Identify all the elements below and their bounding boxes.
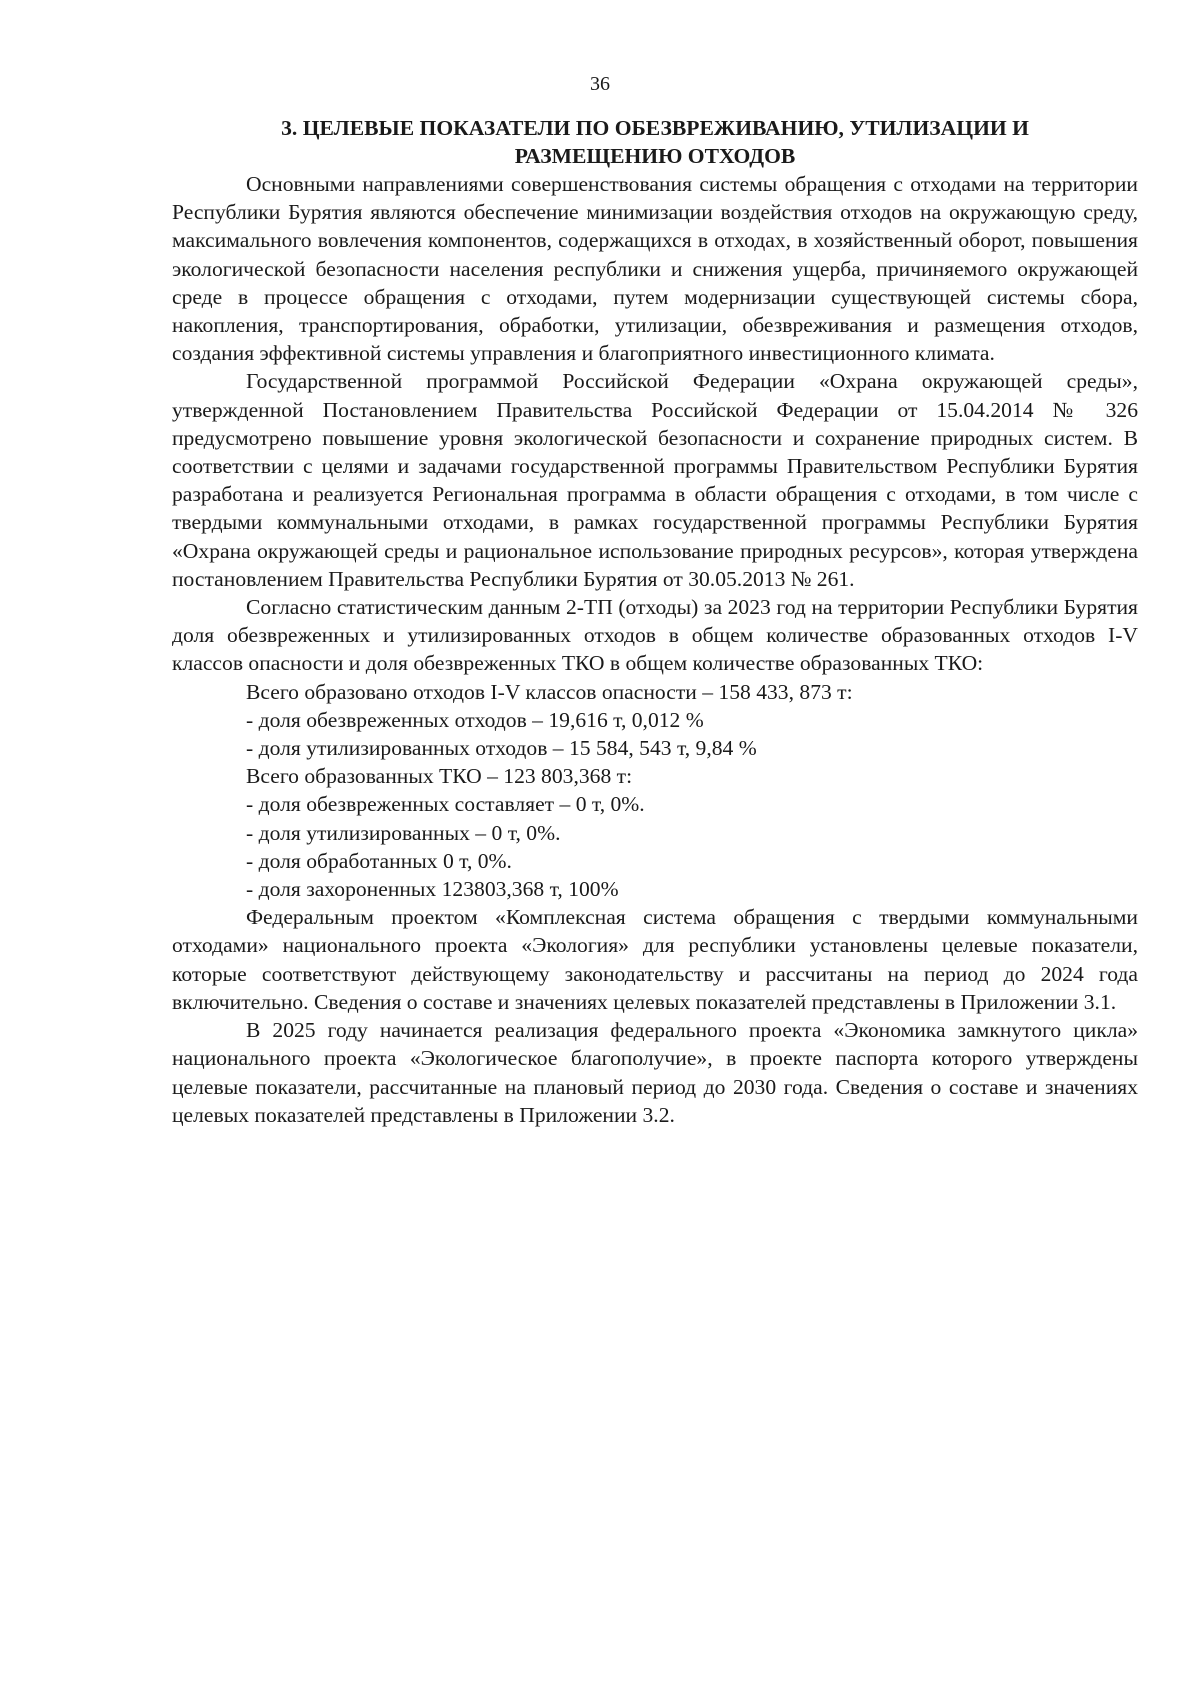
paragraph-federal-project-ecology: Федеральным проектом «Комплексная система обращения с твердыми коммунальными отходами» национального проекта «Экология» для республики установлены целевые показатели, которые соответствуют действующему законодательству и рассчитаны на период до 2024 года включительно. Сведения о составе и значениях целевых показателей представлены в Приложении 3.1.	[172, 905, 1138, 1014]
section-heading	[172, 114, 1138, 170]
paragraph-state-program: Государственной программой Российской Федерации «Охрана окружающей среды», утвержденной Постановлением Правительства Российской Федерации от 15.04.2014 № 326 предусмотрено повышение уровня экологической безопасности и сохранение природных систем. В соответствии с целями и задачами государственной программы Правительством Республики Бурятия разработана и реализуется Региональная программа в области обращения с отходами, в том числе с твердыми коммунальными отходами, в рамках государственной программы Республики Бурятия «Охрана окружающей среды и рациональное использование природных ресурсов», которая утверждена постановлением Правительства Республики Бурятия от 30.05.2013 № 261.	[172, 369, 1138, 591]
statistics-neutralized-tko: - доля обезвреженных составляет – 0 т, 0%.	[246, 792, 645, 817]
statistics-neutralized-waste: - доля обезвреженных отходов – 19,616 т, 0,012 %	[246, 707, 704, 732]
paragraph-statistics-intro: Согласно статистическим данным 2-ТП (отходы) за 2023 год на территории Республики Бурятия доля обезвреженных и утилизированных отходов в общем количестве образованных отходов I-V классов опасности и доля обезвреженных ТКО в общем количестве образованных ТКО:	[172, 595, 1138, 676]
page-content	[172, 114, 1138, 1129]
statistics-list	[172, 678, 1138, 904]
statistics-total-waste: Всего образовано отходов I-V классов опасности – 158 433, 873 т:	[246, 679, 853, 704]
statistics-processed-tko: - доля обработанных 0 т, 0%.	[246, 848, 512, 873]
paragraph-waste-management-directions: Основными направлениями совершенствования системы обращения с отходами на территории Республики Бурятия являются обеспечение минимизации воздействия отходов на окружающую среду, максимального вовлечения компонентов, содержащихся в отходах, в хозяйственный оборот, повышения экологической безопасности населения республики и снижения ущерба, причиняемого окружающей среде в процессе обращения с отходами, путем модернизации существующей системы сбора, накопления, транспортирования, обработки, утилизации, обезвреживания и размещения отходов, создания эффективной системы управления и благоприятного инвестиционного климата.	[172, 172, 1138, 366]
statistics-buried-tko: - доля захороненных 123803,368 т, 100%	[246, 877, 619, 902]
section-heading-line-1: 3. ЦЕЛЕВЫЕ ПОКАЗАТЕЛИ ПО ОБЕЗВРЕЖИВАНИЮ, УТИЛИЗАЦИИ И	[281, 116, 1029, 140]
paragraph-federal-project-circular-economy: В 2025 году начинается реализация федерального проекта «Экономика замкнутого цикла» национального проекта «Экологическое благополучие», в проекте паспорта которого утверждены целевые показатели, рассчитанные на плановый период до 2030 года. Сведения о составе и значениях целевых показателей представлены в Приложении 3.2.	[172, 1018, 1138, 1127]
section-heading-line-2: РАЗМЕЩЕНИЮ ОТХОДОВ	[514, 144, 796, 168]
page-number: 36	[590, 73, 610, 95]
statistics-total-tko: Всего образованных ТКО – 123 803,368 т:	[246, 764, 633, 789]
statistics-utilized-tko: - доля утилизированных – 0 т, 0%.	[246, 820, 561, 845]
statistics-utilized-waste: - доля утилизированных отходов – 15 584, 543 т, 9,84 %	[246, 736, 757, 761]
